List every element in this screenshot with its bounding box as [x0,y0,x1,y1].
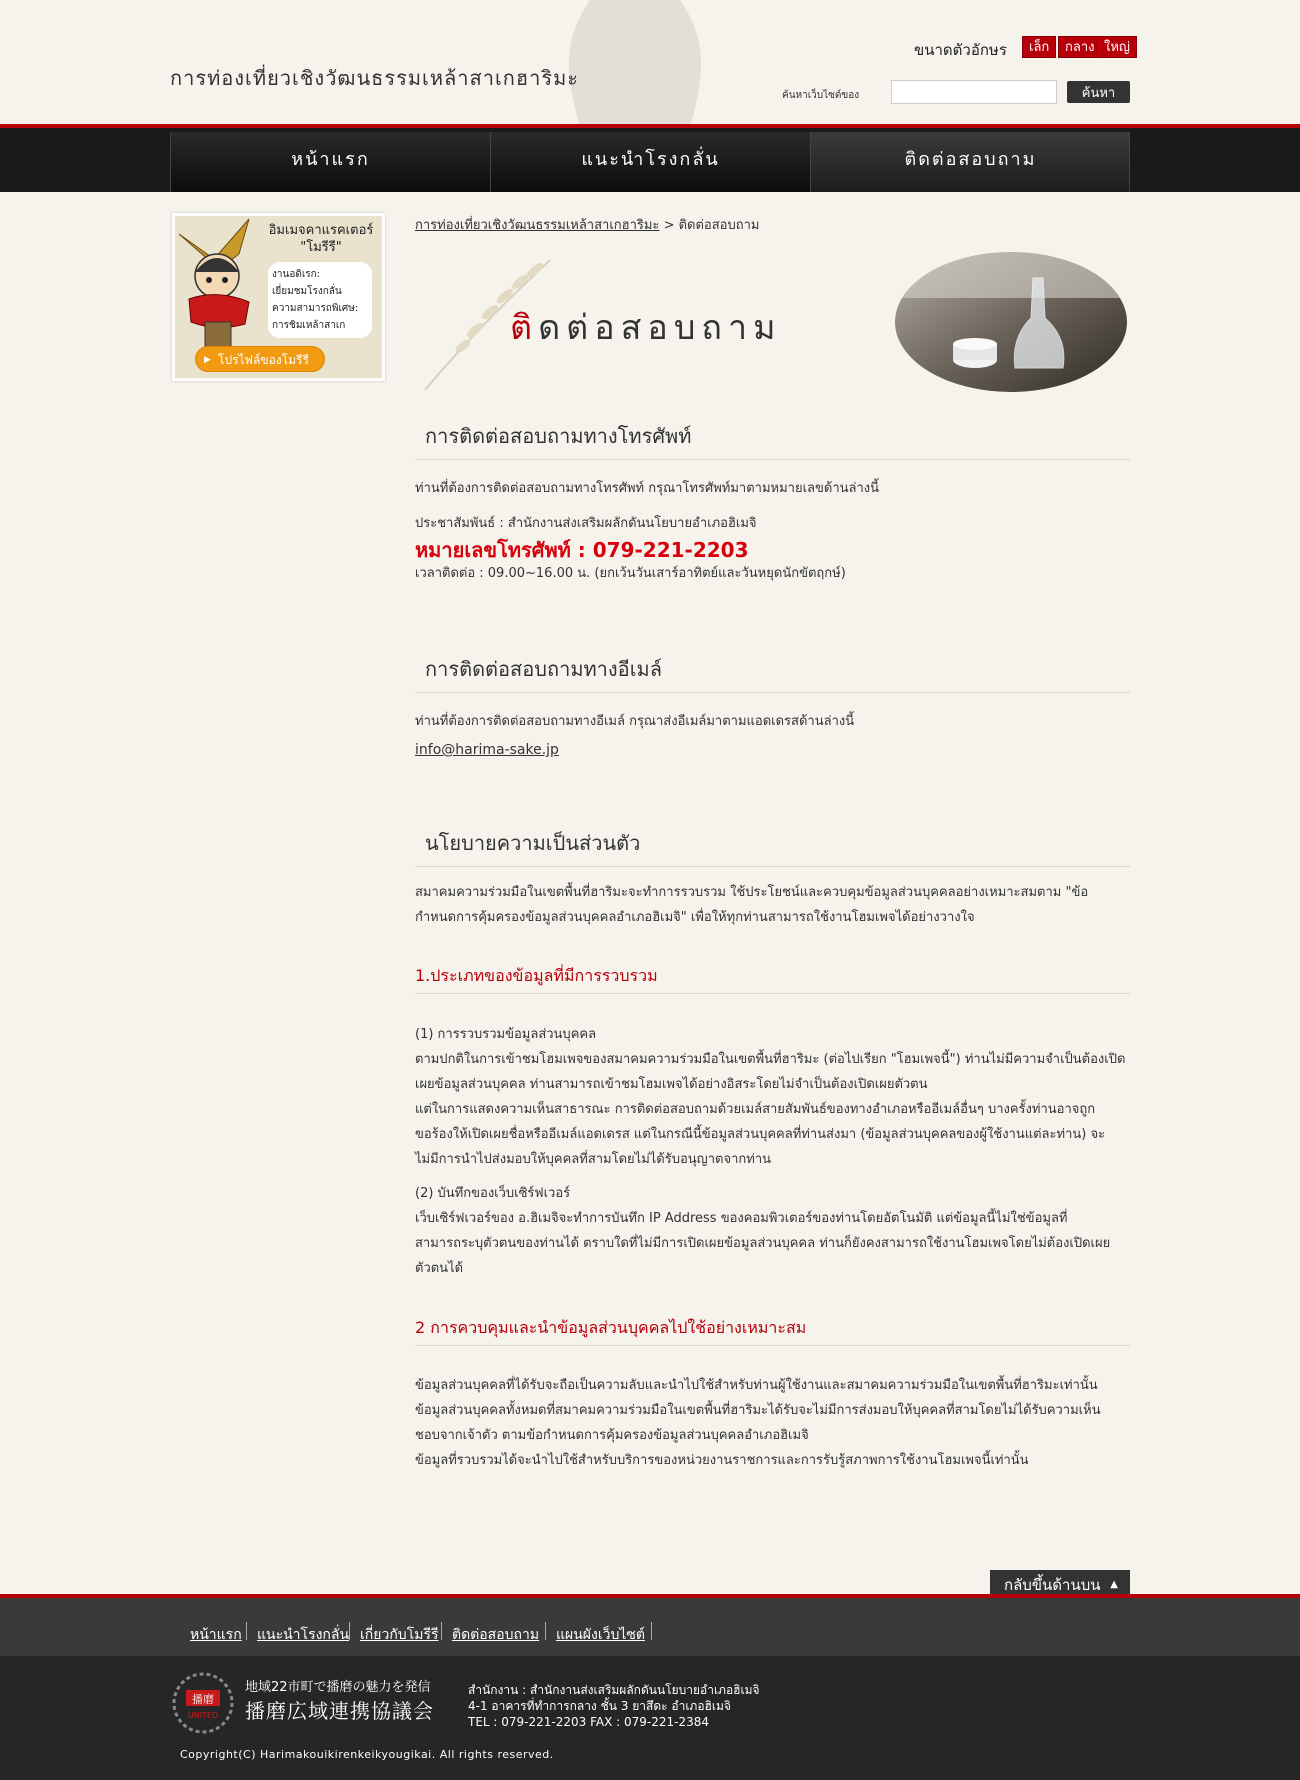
privacy-subsection-2-label: (2) บันทึกของเว็บเซิร์ฟเวอร์ [415,1186,571,1201]
footer-separator [545,1622,546,1640]
email-section-heading: การติดต่อสอบถามทางอีเมล์ [415,653,1130,693]
mascot-speech-bubble [268,262,372,338]
bubble-line: ความสามารถพิเศษ: [272,303,359,314]
privacy-section-heading: นโยบายความเป็นส่วนตัว [415,827,1130,867]
phone-section-heading: การติดต่อสอบถามทางโทรศัพท์ [415,420,1130,460]
paragraph-line: ตามปกติในการเข้าชมโฮมเพจของสมาคมความร่วมมือในเขตพื้นที่ฮาริมะ (ต่อไปเรียก "โฮมเพจนี้") ท่านไม่มีความจำเป็นต้องเปิด [415,1052,1126,1067]
breadcrumb [415,214,759,235]
nav-item-contact[interactable]: ติดต่อสอบถาม [810,132,1130,192]
triangle-up-icon: ▲ [1110,1579,1118,1590]
paragraph-line: เผยข้อมูลส่วนบุคคล ท่านสามารถเข้าชมโฮมเพจได้อย่างอิสระโดยไม่จำเป็นต้องเปิดเผยตัวตน [415,1077,928,1092]
search-input[interactable] [891,80,1057,104]
nav-item-breweries[interactable]: แนะนำโรงกลั่น [490,132,810,192]
paragraph-line: ข้อมูลที่รวบรวมได้จะนำไปใช้สำหรับบริการของหน่วยงานราชการและการรับรู้สภาพการใช้งานโฮมเพจนี้เท่านั้น [415,1453,1029,1468]
mascot-title-line-1: อิมเมจคาแรคเตอร์ [268,223,374,238]
nav-divider [1129,132,1130,192]
breadcrumb-separator: > [663,218,675,233]
address-line: สำนักงาน : สำนักงานส่งเสริมผลักดันนโยบายอำเภอฮิเมจิ [468,1683,760,1697]
paragraph-line: ขอร้องให้เปิดเผยชื่อหรืออีเมล์แอดเดรส แต่ในกรณีนี้ข้อมูลส่วนบุคคลที่ท่านส่งมา (ข้อมูลส่วนบุคคลของผู้ใช้งานแต่ละท่าน) จะ [415,1127,1106,1142]
bubble-line: การชิมเหล้าสาเก [272,320,346,331]
footer-link-sitemap[interactable]: แผนผังเว็บไซต์ [556,1627,646,1643]
privacy-subsection-1-label: (1) การรวบรวมข้อมูลส่วนบุคคล [415,1027,597,1042]
bubble-line: งานอดิเรก: [272,269,321,280]
mascot-profile-label: โปรไฟล์ของโมรีรี [218,353,309,367]
copyright: Copyright(C) Harimakouikirenkeikyougikai. All rights reserved. [180,1748,554,1761]
header [0,0,1300,126]
play-arrow-icon: ▶ [204,355,211,365]
site-title[interactable]: การท่องเที่ยวเชิงวัฒนธรรมเหล้าสาเกฮาริมะ [170,66,580,90]
nav-item-home[interactable]: หน้าแรก [170,132,490,192]
bubble-line: เยี่ยมชมโรงกลั่น [272,286,342,297]
logo-text-bottom: UNITED [187,1711,219,1720]
footer-address [468,1682,760,1730]
footer-separator [441,1622,442,1640]
paragraph-line: ไม่มีการนำไปส่งมอบให้บุคคลที่สามโดยไม่ได้รับอนุญาตจากท่าน [415,1152,772,1167]
paragraph-line: ชอบจากเจ้าตัว ตามข้อกำหนดการคุ้มครองข้อมูลส่วนบุคคลอำเภอฮิเมจิ [415,1428,809,1443]
mascot-title-line-2: "โมรีรี" [300,240,342,255]
privacy-subheading-1: 1.ประเภทของข้อมูลที่มีการรวบรวม [415,964,1130,994]
email-intro: ท่านที่ต้องการติดต่อสอบถามทางอีเมล์ กรุณาส่งอีเมล์มาตามแอดเดรสด้านล่างนี้ [415,714,855,729]
phone-intro: ท่านที่ต้องการติดต่อสอบถามทางโทรศัพท์ กรุณาโทรศัพท์มาตามหมายเลขด้านล่างนี้ [415,481,880,496]
paragraph-line: สามารถระบุตัวตนของท่านได้ ตราบใดที่ไม่มีการเปิดเผยข้อมูลส่วนบุคคล ท่านก็ยังคงสามารถใช้งานโฮมเพจโดยไม่ต้องเปิดเผย [415,1236,1111,1251]
footer-link-breweries[interactable]: แนะนำโรงกลั่น [257,1627,350,1643]
footer [0,1656,1300,1780]
footer-separator [349,1622,350,1640]
search-button[interactable]: ค้นหา [1067,81,1130,103]
phone-number: หมายเลขโทรศัพท์ : 079-221-2203 [415,538,749,562]
paragraph-line: แต่ในการแสดงความเห็นสาธารณะ การติดต่อสอบถามด้วยเมล์สายสัมพันธ์ของทางอำเภอหรืออีเมล์อื่นๆ บางครั้งท่านอาจถูก [415,1102,1096,1117]
font-size-medium-button[interactable]: กลาง [1058,36,1102,58]
mascot-title [259,222,383,256]
footer-org-tagline: 地域22市町で播磨の魅力を発信 [245,1680,431,1695]
mascot-morimori-icon [169,214,269,364]
main-nav [0,124,1300,192]
paragraph-line: ตัวตนได้ [415,1261,464,1276]
back-to-top-label: กลับขึ้นด้านบน [1004,1576,1101,1594]
privacy-subheading-2: 2 การควบคุมและนำข้อมูลส่วนบุคคลไปใช้อย่างเหมาะสม [415,1316,1130,1346]
mascot-banner[interactable] [172,213,385,381]
privacy-paragraph-1 [415,1047,1130,1172]
mascot-profile-button[interactable] [195,346,325,372]
logo-text-top: 播磨 [192,1693,214,1706]
page-heading [510,300,782,354]
paragraph-line: เว็บเซิร์ฟเวอร์ของ อ.ฮิเมจิจะทำการบันทึก IP Address ของคอมพิวเตอร์ของท่านโดยอัตโนมัติ แต่ข้อมูลนี้ไม่ใช่ข้อมูลที่ [415,1211,1068,1226]
breadcrumb-home-link[interactable]: การท่องเที่ยวเชิงวัฒนธรรมเหล้าสาเกฮาริมะ [415,218,660,233]
address-line: 4-1 อาคารที่ทำการกลาง ชั้น 3 ยาสึดะ อำเภอฮิเมจิ [468,1699,731,1713]
privacy-paragraph-3 [415,1373,1130,1473]
font-size-small-button[interactable]: เล็ก [1022,36,1056,58]
phone-hours: เวลาติดต่อ : 09.00~16.00 น. (ยกเว้นวันเสาร์อาทิตย์และวันหยุดนักขัตฤกษ์) [415,566,846,581]
email-link[interactable]: info@harima-sake.jp [415,742,559,758]
page-heading-rest: ดต่อสอบถาม [538,308,782,348]
font-size-large-button[interactable]: ใหญ่ [1097,36,1137,58]
search-label: ค้นหาเว็บไซต์ของ [782,90,860,101]
footer-link-about-mascot[interactable]: เกี่ยวกับโมรีรี [360,1627,439,1643]
footer-nav [0,1594,1300,1656]
sake-bottle-photo [893,248,1129,396]
privacy-intro [415,880,1130,930]
privacy-intro-line: สมาคมความร่วมมือในเขตพื้นที่ฮาริมะจะทำการรวบรวม ใช้ประโยชน์และควบคุมข้อมูลส่วนบุคคลอย่างเหมาะสมตาม "ข้อ [415,885,1089,900]
footer-org-name: 播磨広域連携協議会 [245,1699,434,1723]
privacy-intro-line: กำหนดการคุ้มครองข้อมูลส่วนบุคคลอำเภอฮิเมจิ" เพื่อให้ทุกท่านสามารถใช้งานโฮมเพจได้อย่างวางใจ [415,910,975,925]
footer-separator [651,1622,652,1640]
breadcrumb-current: ติดต่อสอบถาม [678,218,760,233]
privacy-paragraph-2 [415,1206,1130,1281]
page-heading-first-char: ติ [510,308,539,348]
phone-pr: ประชาสัมพันธ์ : สำนักงานส่งเสริมผลักดันนโยบายอำเภอฮิเมจิ [415,516,757,531]
footer-link-home[interactable]: หน้าแรก [190,1627,242,1643]
font-size-label: ขนาดตัวอักษร [914,41,1007,59]
address-line: TEL : 079-221-2203 FAX : 079-221-2384 [468,1715,710,1729]
footer-link-contact[interactable]: ติดต่อสอบถาม [452,1627,540,1643]
paragraph-line: ข้อมูลส่วนบุคคลทั้งหมดที่สมาคมความร่วมมือในเขตพื้นที่ฮาริมะได้รับจะไม่มีการส่งมอบให้บุคคลที่สามโดยไม่ได้รับความเห็น [415,1403,1101,1418]
footer-separator [246,1622,247,1640]
paragraph-line: ข้อมูลส่วนบุคคลที่ได้รับจะถือเป็นความลับและนำไปใช้สำหรับท่านผู้ใช้งานและสมาคมความร่วมมือในเขตพื้นที่ฮาริมะเท่านั้น [415,1378,1098,1393]
harima-united-logo [172,1672,234,1734]
